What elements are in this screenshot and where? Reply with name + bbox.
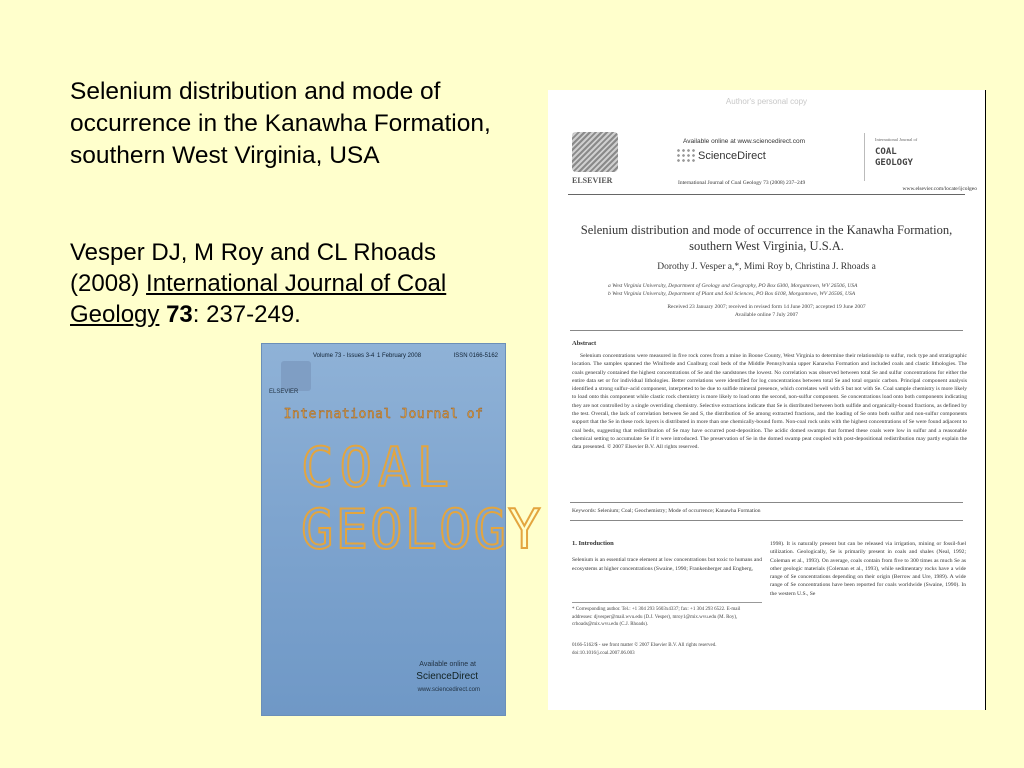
elsevier-logo-icon <box>572 132 618 172</box>
elsevier-label: ELSEVIER <box>572 176 613 185</box>
intro-right-text: 1998). It is naturally present but can be released via irrigation, mining or fossil-fuel utilization. Geologically, Se is primarily present in coals and shales (Neal, 1992; Coleman et al., 1993). On average, coals contain from five to 300 times as much Se as other geologic materials (Coleman et al., 1993), while sedimentary rocks have a wide range of Se concentrations depending on their origin (Berrow and Ure, 1989). A wide range of Se concentrations have been reported for coals worldwide (Swaine, 1990). In the western U.S., Se <box>770 541 966 597</box>
intro-left-text: Selenium is an essential trace element at low concentrations but toxic to humans and ecosystems at higher concentrations (Swaine, 1990; Frankenberger and Engberg, <box>572 557 762 572</box>
authors-copy-watermark: Author's personal copy <box>725 97 808 106</box>
divider <box>570 502 963 503</box>
received-line: Received 23 January 2007; received in revised form 14 June 2007; accepted 19 June 2007 <box>667 304 866 310</box>
issn-doi-line: 0166-5162/$ - see front matter © 2007 Elsevier B.V. All rights reserved. doi:10.1016/j.coal.2007.06.003 <box>572 643 717 656</box>
citation-volume: 73 <box>166 301 193 328</box>
journal-link[interactable]: International Journal of Coal Geology <box>70 270 447 328</box>
sciencedirect-dots-icon <box>676 148 696 164</box>
cover-volume: Volume 73 - Issues 3-4 <box>313 353 375 359</box>
journal-thumb <box>864 133 921 181</box>
available-online: Available online at www.sciencedirect.com <box>683 138 805 145</box>
journal-homepage: www.elsevier.com/locate/ijcolgeo <box>902 186 977 192</box>
thumb-big-text: COAL GEOLOGY <box>875 147 913 168</box>
divider <box>568 194 965 195</box>
article-first-page-image <box>548 90 986 710</box>
intro-heading: 1. Introduction <box>572 540 614 547</box>
cover-url: www.sciencedirect.com <box>417 687 480 693</box>
thumb-small-text: International Journal of <box>875 137 918 142</box>
journal-reference: International Journal of Coal Geology 73 (2008) 237–249 <box>678 180 806 186</box>
citation-pages: : 237-249. <box>192 301 301 328</box>
elsevier-tree-icon <box>281 361 311 391</box>
citation-authors: Vesper DJ, M Roy and CL Rhoads (2008) <box>70 239 436 297</box>
online-line: Available online 7 July 2007 <box>734 312 799 318</box>
affiliations <box>608 282 857 298</box>
cover-title-geology: GEOLOGY <box>301 498 543 561</box>
intro-left-column <box>572 540 762 573</box>
cover-sciencedirect: ScienceDirect <box>416 671 478 682</box>
keywords: Keywords: Selenium; Coal; Geochemistry; Mode of occurrence; Kanawha Formation <box>572 508 761 514</box>
citation <box>70 237 500 330</box>
sciencedirect-logo: ScienceDirect <box>698 150 766 162</box>
cover-header <box>269 349 498 401</box>
affiliation-b: b West Virginia University, Department of Plant and Soil Sciences, PO Box 6108, Morgantown, WV 26506, USA <box>608 291 856 297</box>
cover-date: 1 February 2008 <box>377 353 422 359</box>
affiliation-a: a West Virginia University, Department of Geology and Geography, PO Box 6300, Morgantown, WV 26506, USA <box>608 283 858 289</box>
corresponding-footnote: * Corresponding author. Tel.: +1 304 293 5603x4337; fax: +1 304 293 6522. E-mail addresses: djvesper@mail.wvu.edu (D.J. Vesper), mroy1@mix.wvu.edu (M. Roy), crhoads@mix.wvu.edu (C.J. Rhoads). <box>572 602 762 629</box>
divider <box>570 520 963 521</box>
slide-title: Selenium distribution and mode of occurrence in the Kanawha Formation, southern West Virginia, USA <box>70 78 491 169</box>
received-dates <box>548 303 985 319</box>
article-title: Selenium distribution and mode of occurrence in the Kanawha Formation, southern West Virginia, U.S.A. <box>580 223 953 253</box>
divider <box>570 330 963 331</box>
journal-cover-image <box>261 343 543 716</box>
cover-available: Available online at <box>419 661 476 668</box>
abstract-body: Selenium concentrations were measured in five rock cores from a mine in Boone County, West Virginia to determine their relationship to sulfur, rock type and stratigraphic location. The samples spanned the Winifrede and Coalburg coal beds of the Middle Pennsylvania upper Kanawha Formation and included coals and clastic lithologies. The coals generally contained the highest concentrations of Se and the sandstones the lowest. No correlation was observed between total Se and sulfur concentrations for either the entire data set or for individual lithologies. Better correlations were identified for log concentrations between total Se and total organic carbon. Principal component analysis identified a strong sulfur–acid component, interpreted to be due to sulfide mineral presence, which correlates well with S but not with Se. Coal sample chemistry is more likely to load onto this component while clastic rock chemistry is more likely to load onto the second, non-sulfur component. Se concentrations load onto both components indicating they are not controlled by a single overriding chemistry. Selective extractions indicate that Se is distributed between both sulfide and organically-bound fractions, as defined by the test. Overall, the lack of correlation between Se and S, the distribution of Se among extracted fractions, and the loading of Se onto both sulfur and non-sulfur components support that the Se in these rock layers is distributed in more than one chemically-bound form. Non-coal rock units with the highest concentrations of Se were found adjacent to coal beds, suggesting that redistribution of Se may have occurred post-deposition. The acidic domed swamps that formed these coals were low in sulfur and a reasonable chemical setting to accumulate Se if it were introduced. The preservation of Se in the domed swamp peat coupled with post-depositional redistribution may partly explain the data presented. © 2007 Elsevier B.V. All rights reserved. <box>572 353 967 451</box>
cover-issn: ISSN 0166-5162 <box>453 353 498 359</box>
abstract-heading: Abstract <box>572 340 597 347</box>
cover-journal-name: International Journal of <box>283 407 484 422</box>
cover-elsevier: ELSEVIER <box>269 389 299 395</box>
article-authors: Dorothy J. Vesper a,*, Mimi Roy b, Christina J. Rhoads a <box>657 262 876 272</box>
cover-title-coal: COAL <box>301 436 456 499</box>
